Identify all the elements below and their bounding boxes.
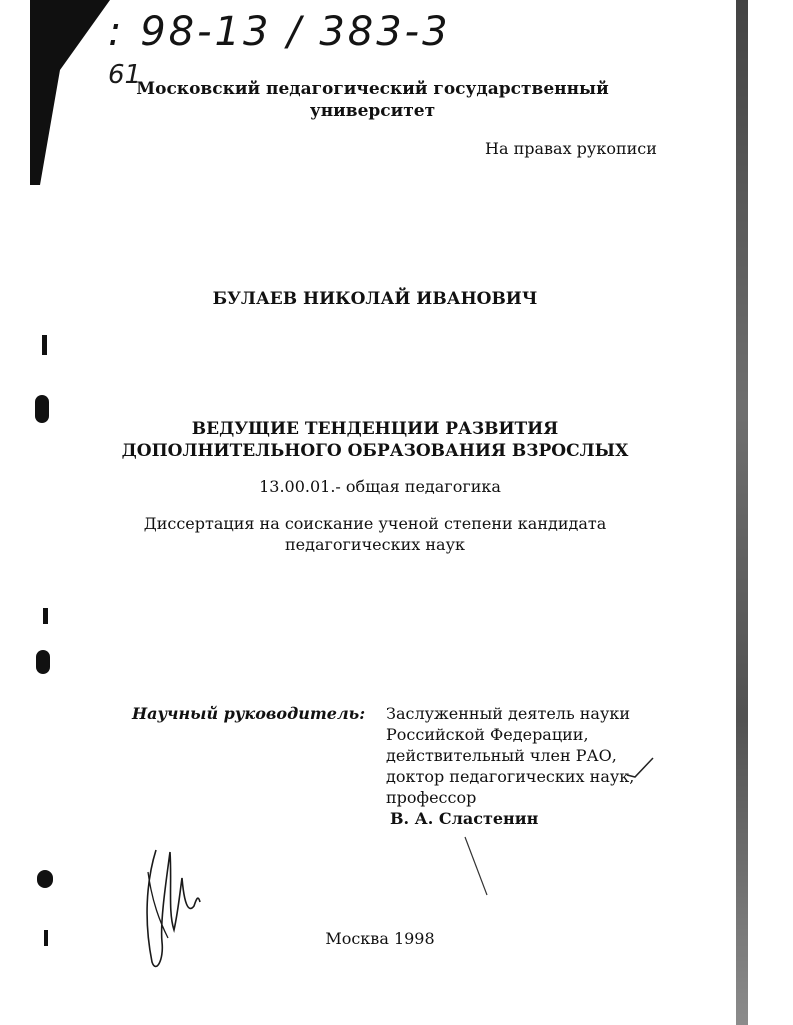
pen-tick: [625, 755, 655, 780]
title-line-2: ДОПОЛНИТЕЛЬНОГО ОБРАЗОВАНИЯ ВЗРОСЛЫХ: [121, 441, 629, 461]
supervisor-name: В. А. Сластенин: [390, 809, 539, 828]
dissertation-title: [110, 418, 640, 462]
shelf-mark: 61: [108, 60, 142, 90]
supervisor-line: профессор: [386, 788, 477, 807]
manuscript-rights: На правах рукописи: [485, 139, 657, 158]
pen-stroke: [462, 835, 492, 900]
scan-dot: [42, 335, 47, 355]
supervisor-line: действительный член РАО,: [386, 746, 617, 765]
scan-dot: [44, 930, 48, 946]
degree-statement: [110, 513, 640, 555]
city-year: Москва 1998: [325, 929, 435, 948]
supervisor-line: Российской Федерации,: [386, 725, 589, 744]
university-name: [130, 78, 615, 122]
scan-dot: [37, 870, 53, 888]
specialty-code: 13.00.01.- общая педагогика: [259, 477, 501, 496]
supervisor-line: Заслуженный деятель науки: [386, 704, 631, 723]
author-name: БУЛАЕВ НИКОЛАЙ ИВАНОВИЧ: [212, 289, 538, 309]
supervisor-line: доктор педагогических наук,: [386, 767, 635, 786]
signature: [138, 842, 218, 977]
title-line-1: ВЕДУЩИЕ ТЕНДЕНЦИИ РАЗВИТИЯ: [191, 419, 559, 439]
scan-dot: [36, 650, 50, 674]
supervisor-label: Научный руководитель:: [132, 704, 366, 723]
university-line-2: университет: [309, 101, 436, 121]
university-line-1: Московский педагогический государственный: [136, 79, 609, 99]
scan-shadow-right: [736, 0, 748, 1025]
scan-dot: [35, 395, 49, 423]
scan-dot: [43, 608, 48, 624]
degree-line-2: педагогических наук: [285, 535, 465, 554]
archive-number: : 98-13 / 383-3: [108, 9, 451, 55]
degree-line-1: Диссертация на соискание ученой степени кандидата: [143, 514, 607, 533]
